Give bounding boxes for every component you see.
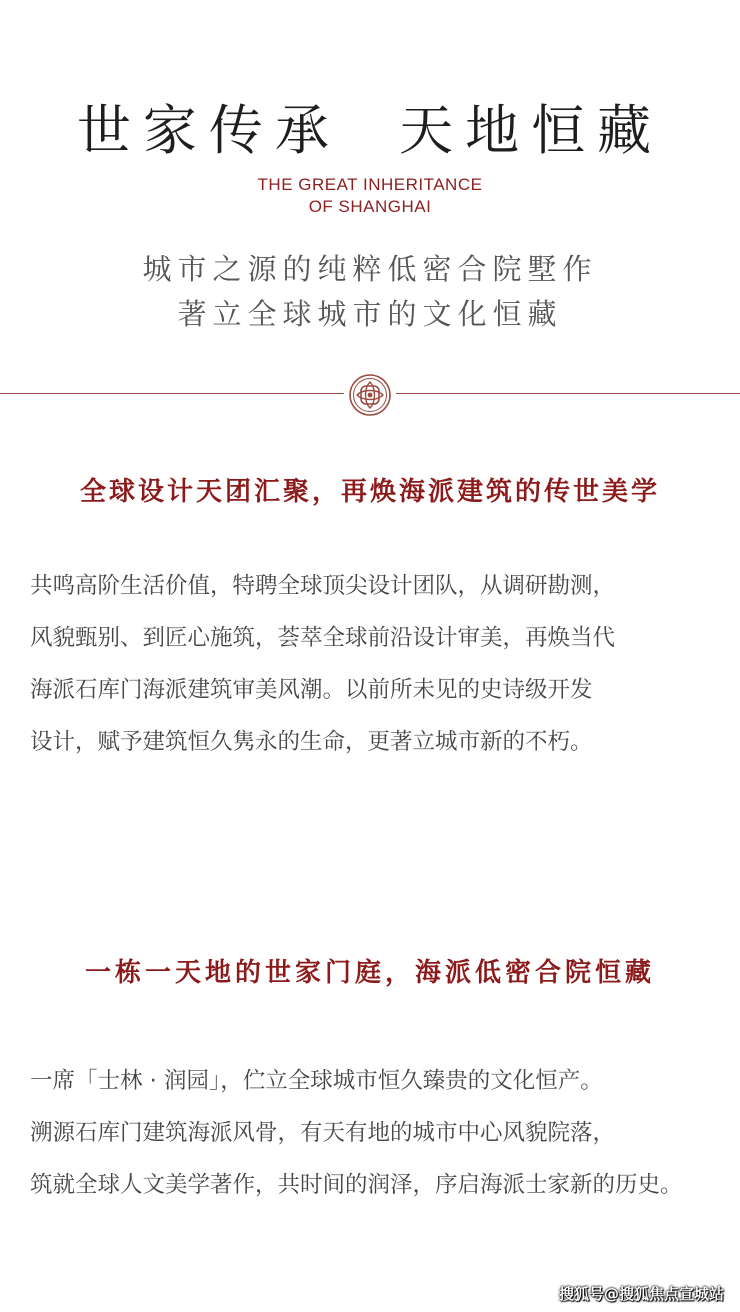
paragraph-line: 溯源石库门建筑海派风骨，有天有地的城市中心风貌院落，	[30, 1120, 616, 1146]
section2-paragraph	[30, 1055, 720, 1211]
paragraph-line: 一席「士林 · 润园」，伫立全球城市恒久臻贵的文化恒产。	[30, 1068, 603, 1094]
subtitle-line1: 城市之源的纯粹低密合院墅作	[142, 252, 598, 286]
paragraph-line: 风貌甄别、到匠心施筑，荟萃全球前沿设计审美，再焕当代	[30, 625, 616, 651]
paragraph-line: 共鸣高阶生活价值，特聘全球顶尖设计团队，从调研勘测，	[30, 573, 616, 599]
paragraph-line: 海派石库门海派建筑审美风潮。以前所未见的史诗级开发	[30, 677, 593, 703]
divider-left	[0, 393, 344, 394]
ornamental-knot-icon	[348, 373, 392, 417]
divider-right	[396, 393, 740, 394]
section2-heading: 一栋一天地的世家门庭，海派低密合院恒藏	[84, 958, 655, 988]
watermark: 搜狐号@搜狐焦点宣城站	[558, 1285, 724, 1303]
english-title-line2: OF SHANGHAI	[308, 197, 432, 216]
english-title-line1: THE GREAT INHERITANCE	[257, 175, 483, 194]
section1-paragraph	[30, 560, 720, 768]
paragraph-line: 设计，赋予建筑恒久隽永的生命，更著立城市新的不朽。	[30, 729, 593, 755]
subtitle-line2: 著立全球城市的文化恒藏	[177, 297, 563, 331]
section1-heading: 全球设计天团汇聚，再焕海派建筑的传世美学	[79, 477, 660, 507]
paragraph-line: 筑就全球人文美学著作，共时间的润泽，序启海派士家新的历史。	[30, 1172, 683, 1198]
page-title: 世家传承 天地恒藏	[76, 99, 664, 162]
